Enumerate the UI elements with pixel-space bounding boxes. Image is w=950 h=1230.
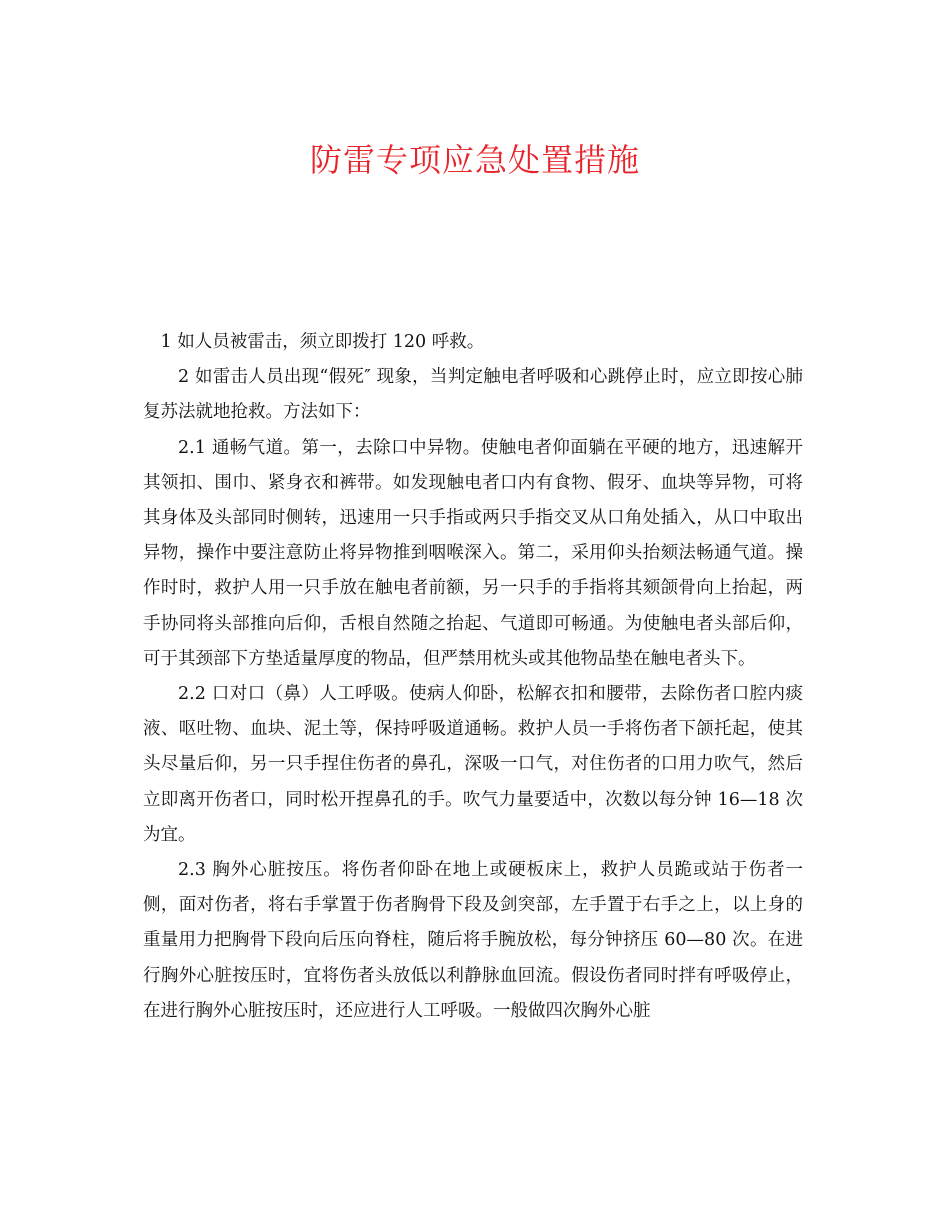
paragraph-2-3: 2.3 胸外心脏按压。将伤者仰卧在地上或硬板床上，救护人员跪或站于伤者一侧，面对伤者，将右手掌置于伤者胸骨下段及剑突部，左手置于右手之上，以上身的重量用力把胸骨下段向后压向脊柱，随后将手腕放松，每分钟挤压 60—80 次。在进行胸外心脏按压时，宜将伤者头放低以利静脉血回流。假设伤者同时拌有呼吸停止，在进行胸外心脏按压时，还应进行人工呼吸。一般做四次胸外心脏 (143, 860, 803, 1021)
paragraph-1: 1 如人员被雷击，须立即拨打 120 呼救。 (160, 332, 485, 352)
paragraph-2-2: 2.2 口对口（鼻）人工呼吸。使病人仰卧，松解衣扣和腰带，去除伤者口腔内痰液、呕吐物、血块、泥土等，保持呼吸道通畅。救护人员一手将伤者下颌托起，使其头尽量后仰，另一只手捏住伤者的鼻孔，深吸一口气，对住伤者的口用力吹气，然后立即离开伤者口，同时松开捏鼻孔的手。吹气力量要适中，次数以每分钟 16—18 次为宜。 (143, 684, 803, 845)
paragraph-2: 2 如雷击人员出现“假死″ 现象，当判定触电者呼吸和心跳停止时，应立即按心肺复苏法就地抢救。方法如下： (143, 367, 803, 423)
document-title: 防雷专项应急处置措施 (309, 141, 640, 179)
document-body (143, 325, 803, 1029)
paragraph-2-1: 2.1 通畅气道。第一，去除口中异物。使触电者仰面躺在平硬的地方，迅速解开其领扣、围巾、紧身衣和裤带。如发现触电者口内有食物、假牙、血块等异物，可将其身体及头部同时侧转，迅速用一只手指或两只手指交叉从口角处插入，从口中取出异物，操作中要注意防止将异物推到咽喉深入。第二，采用仰头抬颏法畅通气道。操作时时，救护人用一只手放在触电者前额，另一只手的手指将其颏颌骨向上抬起，两手协同将头部推向后仰，舌根自然随之抬起、气道即可畅通。为使触电者头部后仰，可于其颈部下方垫适量厚度的物品，但严禁用枕头或其他物品垫在触电者头下。 (143, 437, 803, 669)
